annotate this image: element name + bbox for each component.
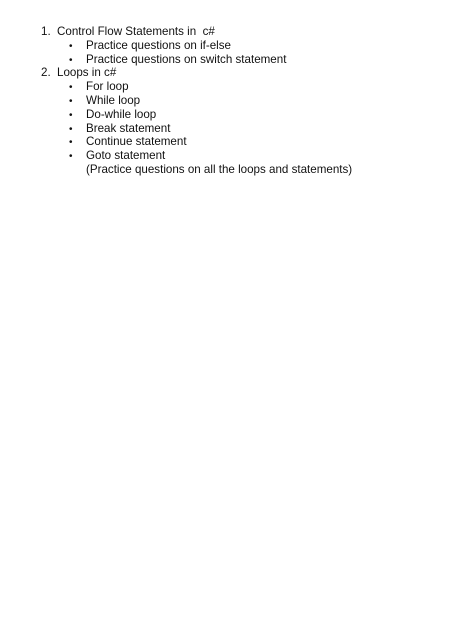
list-item [69, 135, 461, 149]
list-item-text: Practice questions on if-else [86, 38, 231, 52]
bullet-icon: • [69, 54, 73, 66]
list-item [69, 122, 461, 136]
bullet-list [41, 80, 461, 163]
bullet-icon: • [69, 95, 73, 107]
list-item [69, 39, 461, 53]
bullet-icon: • [69, 82, 73, 94]
list-item [69, 80, 461, 94]
bullet-icon: • [69, 40, 73, 52]
list-item [69, 108, 461, 122]
list-item [69, 94, 461, 108]
list-item [69, 53, 461, 67]
list-item [69, 149, 461, 163]
section-number: 1. [41, 25, 51, 38]
bullet-list [41, 39, 461, 67]
bullet-icon: • [69, 109, 73, 121]
bullet-icon: • [69, 151, 73, 163]
list-item-text: Continue statement [86, 135, 187, 149]
outline-list [41, 25, 461, 177]
section-title: Loops in c# [57, 66, 117, 80]
section-control-flow [41, 25, 461, 66]
bullet-icon: • [69, 123, 73, 135]
list-item-text: Practice questions on switch statement [86, 52, 287, 66]
section-heading [41, 66, 461, 80]
section-title: Control Flow Statements in c# [57, 25, 215, 38]
list-item-text: While loop [86, 93, 141, 107]
list-item-text: Break statement [86, 121, 171, 135]
bullet-icon: • [69, 137, 73, 149]
list-item-text: Do-while loop [86, 107, 157, 121]
list-item-text: Goto statement [86, 149, 166, 163]
list-item-text: For loop [86, 80, 129, 94]
section-number: 2. [41, 66, 51, 80]
section-loops [41, 66, 461, 176]
section-heading [41, 25, 461, 39]
practice-note: (Practice questions on all the loops and statements) [86, 162, 353, 176]
